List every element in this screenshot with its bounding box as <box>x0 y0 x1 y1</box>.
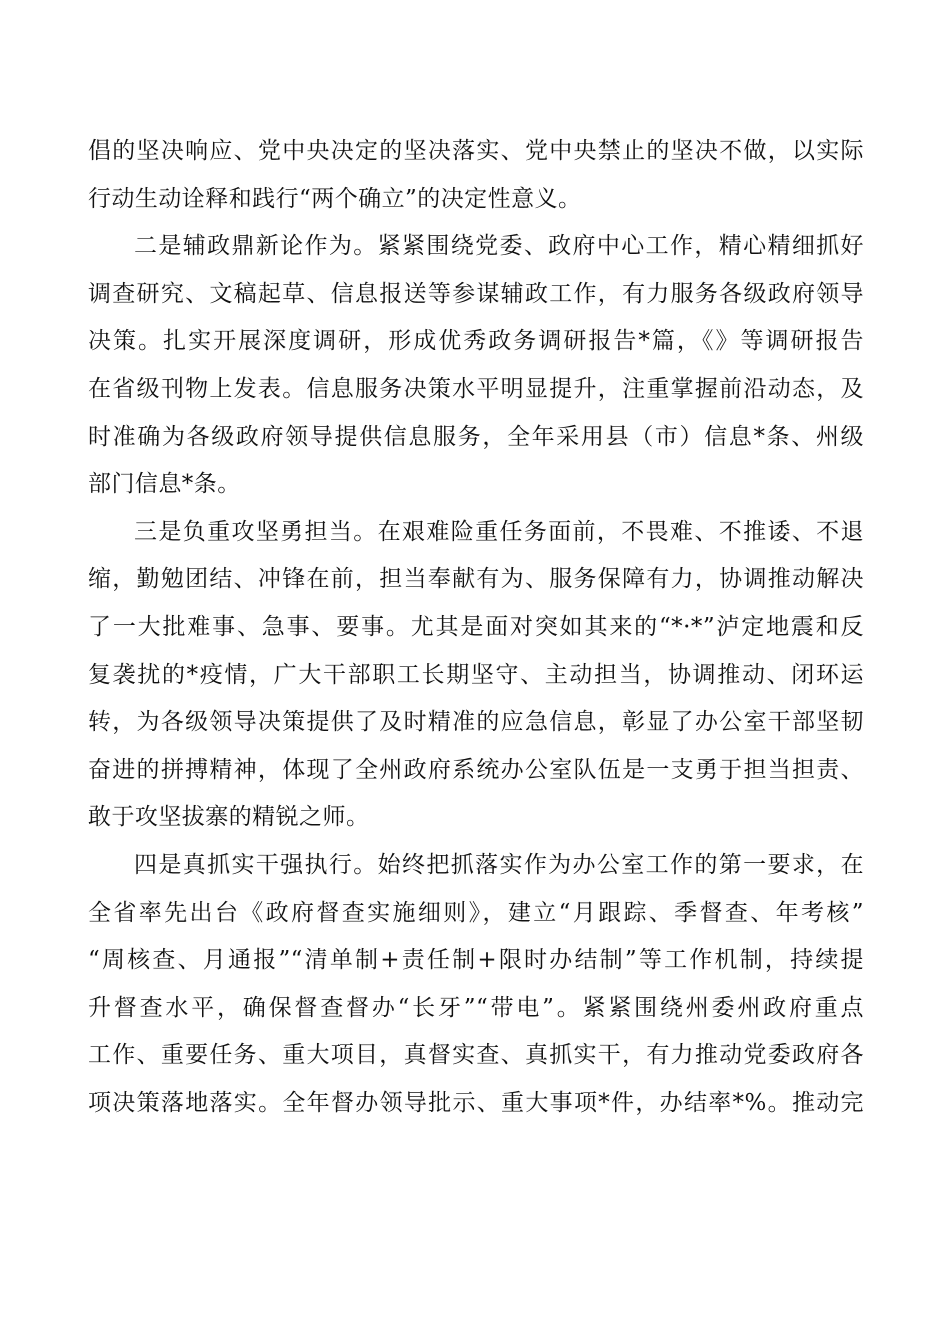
text-line: 行动生动诠释和践行“两个确立”的决定性意义。 <box>88 185 582 212</box>
text-line: 二是辅政鼎新论作为。紧紧围绕党委、政府中心工作，精心精细抓好 <box>134 233 864 260</box>
text-line: 全省率先出台《政府督查实施细则》，建立“月跟踪、季督查、年考核” <box>88 899 864 926</box>
text-line: 复袭扰的*疫情，广大干部职工长期坚守、主动担当，协调推动、闭环运 <box>88 661 864 688</box>
text-line: 项决策落地落实。全年督办领导批示、重大事项*件，办结率*%。推动完 <box>88 1089 864 1116</box>
text-line: 奋进的拼搏精神，体现了全州政府系统办公室队伍是一支勇于担当担责、 <box>88 756 864 783</box>
text-line: 四是真抓实干强执行。始终把抓落实作为办公室工作的第一要求，在 <box>134 851 864 878</box>
document-body <box>88 128 864 1127</box>
text-line: 了一大批难事、急事、要事。尤其是面对突如其来的“*·*”泸定地震和反 <box>88 613 864 640</box>
text-line: 缩，勤勉团结、冲锋在前，担当奉献有为、服务保障有力，协调推动解决 <box>88 566 864 593</box>
text-line: 时准确为各级政府领导提供信息服务，全年采用县（市）信息*条、州级 <box>88 423 864 450</box>
text-line: 升督查水平，确保督查督办“长牙”“带电”。紧紧围绕州委州政府重点 <box>88 994 864 1021</box>
text-line: 调查研究、文稿起草、信息报送等参谋辅政工作，有力服务各级政府领导 <box>88 280 864 307</box>
text-line: 倡的坚决响应、党中央决定的坚决落实、党中央禁止的坚决不做，以实际 <box>88 138 864 164</box>
text-line: 三是负重攻坚勇担当。在艰难险重任务面前，不畏难、不推诿、不退 <box>134 518 864 545</box>
text-line: 敢于攻坚拔寨的精锐之师。 <box>88 804 370 831</box>
text-line: 决策。扎实开展深度调研，形成优秀政务调研报告*篇，《》等调研报告 <box>88 328 864 355</box>
text-line: “周核查、月通报”“清单制+责任制+限时办结制”等工作机制，持续提 <box>88 947 864 974</box>
text-line: 在省级刊物上发表。信息服务决策水平明显提升，注重掌握前沿动态，及 <box>88 375 864 402</box>
text-line: 转，为各级领导决策提供了及时精准的应急信息，彰显了办公室干部坚韧 <box>88 709 864 736</box>
text-line: 工作、重要任务、重大项目，真督实查、真抓实干，有力推动党委政府各 <box>88 1042 864 1069</box>
text-line: 部门信息*条。 <box>88 471 241 498</box>
